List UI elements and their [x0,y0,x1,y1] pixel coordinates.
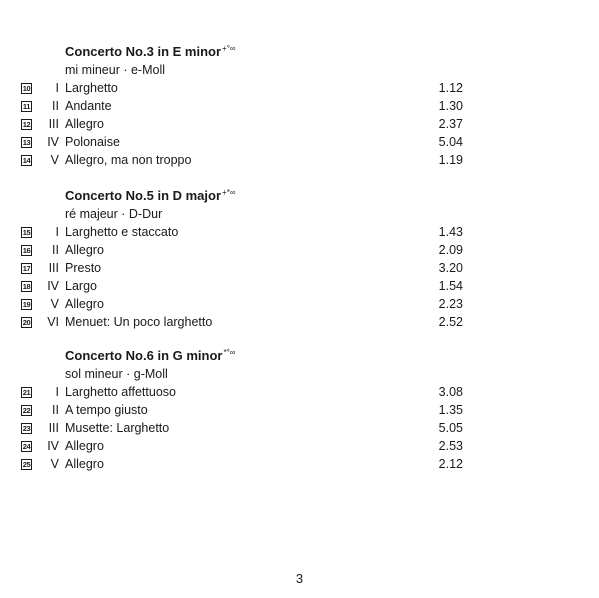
track-title: Menuet: Un poco larghetto [65,315,213,329]
track-number: 25 [22,460,31,469]
track-duration: 1.43 [438,225,463,239]
track-row [0,261,599,279]
concerto-marks: *°∞ [223,348,236,357]
track-row [0,297,599,315]
track-title: Allegro [65,297,104,311]
movement-numeral: I [55,225,59,239]
track-number: 12 [22,120,31,129]
track-row [0,135,599,153]
track-duration: 1.54 [438,279,463,293]
track-row [0,385,599,403]
track-duration: 3.08 [438,385,463,399]
track-number: 16 [22,246,31,255]
track-title: Allegro [65,439,104,453]
track-duration: 5.05 [438,421,463,435]
track-row [0,117,599,135]
movement-numeral: III [48,421,59,435]
track-row [0,457,599,475]
track-title: Allegro [65,457,104,471]
track-row [0,421,599,439]
concerto-title: Concerto No.5 in D major+*∞ [65,188,236,203]
concerto-marks: +°∞ [222,44,236,53]
page-number: 3 [295,571,304,586]
track-title: Allegro [65,243,104,257]
movement-numeral: IV [47,439,59,453]
track-row [0,279,599,297]
track-number: 17 [22,264,31,273]
track-duration: 1.19 [438,153,463,167]
concerto-title: Concerto No.3 in E minor+°∞ [65,44,236,59]
track-row [0,99,599,117]
track-title: Largo [65,279,97,293]
track-title: Larghetto affettuoso [65,385,176,399]
movement-numeral: IV [47,135,59,149]
track-number: 22 [22,406,31,415]
concerto-subtitle: sol mineur · g-Moll [65,367,168,381]
movement-numeral: II [52,99,59,113]
track-title: Presto [65,261,102,275]
movement-numeral: III [48,117,59,131]
movement-numeral: III [48,261,59,275]
track-duration: 1.12 [438,81,463,95]
track-duration: 2.53 [438,439,463,453]
track-title: Larghetto e staccato [65,225,179,239]
track-duration: 1.30 [438,99,463,113]
concerto-subtitle: mi mineur · e-Moll [65,63,166,77]
track-number: 18 [22,282,31,291]
track-number: 13 [22,138,31,147]
track-number: 19 [22,300,31,309]
track-duration: 2.23 [438,297,463,311]
track-row [0,315,599,333]
concerto-subtitle: ré majeur · D-Dur [65,207,163,221]
movement-numeral: V [50,457,59,471]
track-duration: 2.12 [438,457,463,471]
track-number: 24 [22,442,31,451]
track-number: 23 [22,424,31,433]
track-row [0,243,599,261]
track-row [0,225,599,243]
movement-numeral: I [55,81,59,95]
track-title: Andante [65,99,112,113]
track-row [0,81,599,99]
track-duration: 3.20 [438,261,463,275]
track-duration: 2.37 [438,117,463,131]
movement-numeral: II [52,243,59,257]
track-row [0,153,599,171]
track-title: Musette: Larghetto [65,421,170,435]
track-number: 14 [22,156,31,165]
track-row [0,403,599,421]
track-number: 15 [22,228,31,237]
track-title: Allegro, ma non troppo [65,153,192,167]
track-duration: 2.52 [438,315,463,329]
movement-numeral: IV [47,279,59,293]
track-number: 21 [22,388,31,397]
movement-numeral: V [50,297,59,311]
movement-numeral: II [52,403,59,417]
movement-numeral: VI [47,315,59,329]
movement-numeral: V [50,153,59,167]
track-duration: 2.09 [438,243,463,257]
track-row [0,439,599,457]
track-duration: 1.35 [438,403,463,417]
track-title: Larghetto [65,81,118,95]
track-title: Polonaise [65,135,120,149]
track-number: 20 [22,318,31,327]
track-number: 10 [22,84,31,93]
movement-numeral: I [55,385,59,399]
concerto-title: Concerto No.6 in G minor*°∞ [65,348,236,363]
track-title: A tempo giusto [65,403,148,417]
track-title: Allegro [65,117,104,131]
track-duration: 5.04 [438,135,463,149]
concerto-marks: +*∞ [222,188,236,197]
track-number: 11 [22,102,31,111]
